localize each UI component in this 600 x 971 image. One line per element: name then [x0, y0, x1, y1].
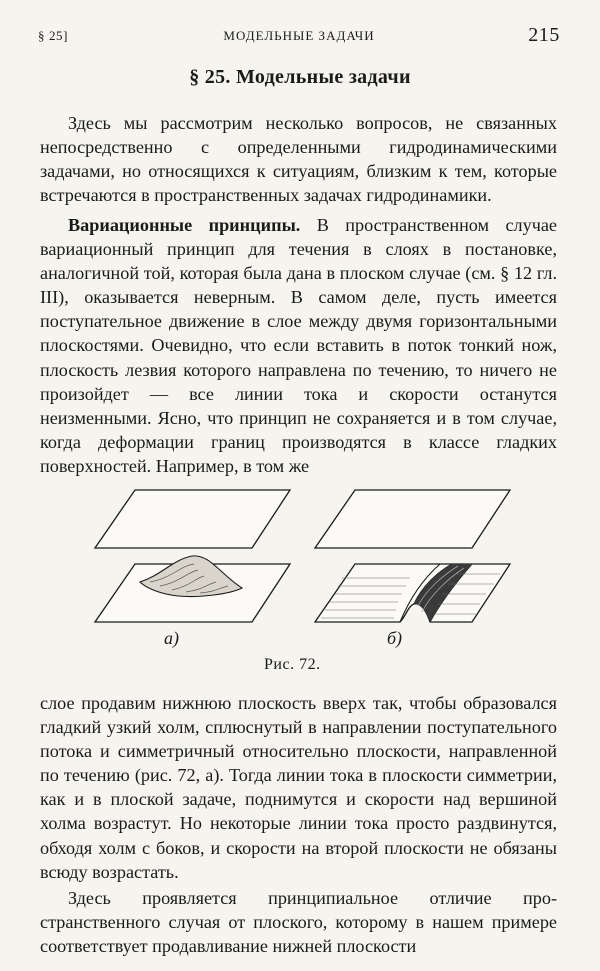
continuation-paragraph: слое продавим нижнюю плоскость вверх так, чтобы образовался гладкий узкий холм, сплюснутый в направлении поступательного потока и симметричный относительно плоскости, направленной по течению (рис. 72, а). Тогда линии тока в плоскости симметрии, как и в плоской задаче, поднимутся и скорости над вершиной холма возрастут. Но некоторые линии тока просто раздвинутся, обходя холм с боков, и скорости на второй плоскости не обязаны всюду возрастать. — [40, 693, 557, 882]
fig-b-lower-plane — [315, 564, 510, 622]
intro-paragraph: Здесь мы рассмотрим несколько вопросов, не связанных непосредственно с определенными гидродинамическими задачами, но относящихся к ситуациям, близким к тем, которые встречаются в пространственных задачах гидродинамики. — [40, 113, 557, 206]
figure-72 — [80, 478, 560, 688]
page-number: 215 — [528, 24, 560, 46]
figure-illustration — [80, 478, 560, 638]
running-title: МОДЕЛЬНЫЕ ЗАДАЧИ — [223, 28, 375, 43]
section-reference: § 25] — [38, 28, 69, 43]
fig-a-upper-plane — [95, 490, 290, 548]
closing-paragraph: Здесь проявляется принципиальное отличие пространственного случая от плоского, которому в нашем примере соответствует продавливание нижней плоскости — [40, 888, 557, 957]
figure-label-a: а) — [164, 628, 179, 648]
figure-caption: Рис. 72. — [264, 656, 321, 673]
figure-label-b: б) — [387, 628, 403, 648]
running-head — [38, 24, 560, 48]
fig-b-upper-plane — [315, 490, 510, 548]
variational-body: В пространственном случае вариационный принцип для течения в слоях в постановке, аналогичной той, которая была дана в плоском случае (см. § 12 гл. III), оказывается неверным. В самом деле, пусть имеется поступательное движение в слое между двумя горизонтальными плоскостями. Очевидно, что если вставить в поток тонкий нож, плоскость лезвия которого направлена по течению, то ничего не произойдет — все линии тока и скорости останутся неизменными. Ясно, что принцип не сохраняется и в том случае, когда деформации границ производятся в классе гладких поверхностей. Например, в том же — [40, 215, 557, 476]
variational-paragraph — [40, 213, 557, 478]
variational-heading: Вариационные принципы. — [68, 215, 301, 235]
fig-a-hill — [140, 556, 242, 597]
section-title: § 25. Модельные задачи — [189, 66, 411, 88]
